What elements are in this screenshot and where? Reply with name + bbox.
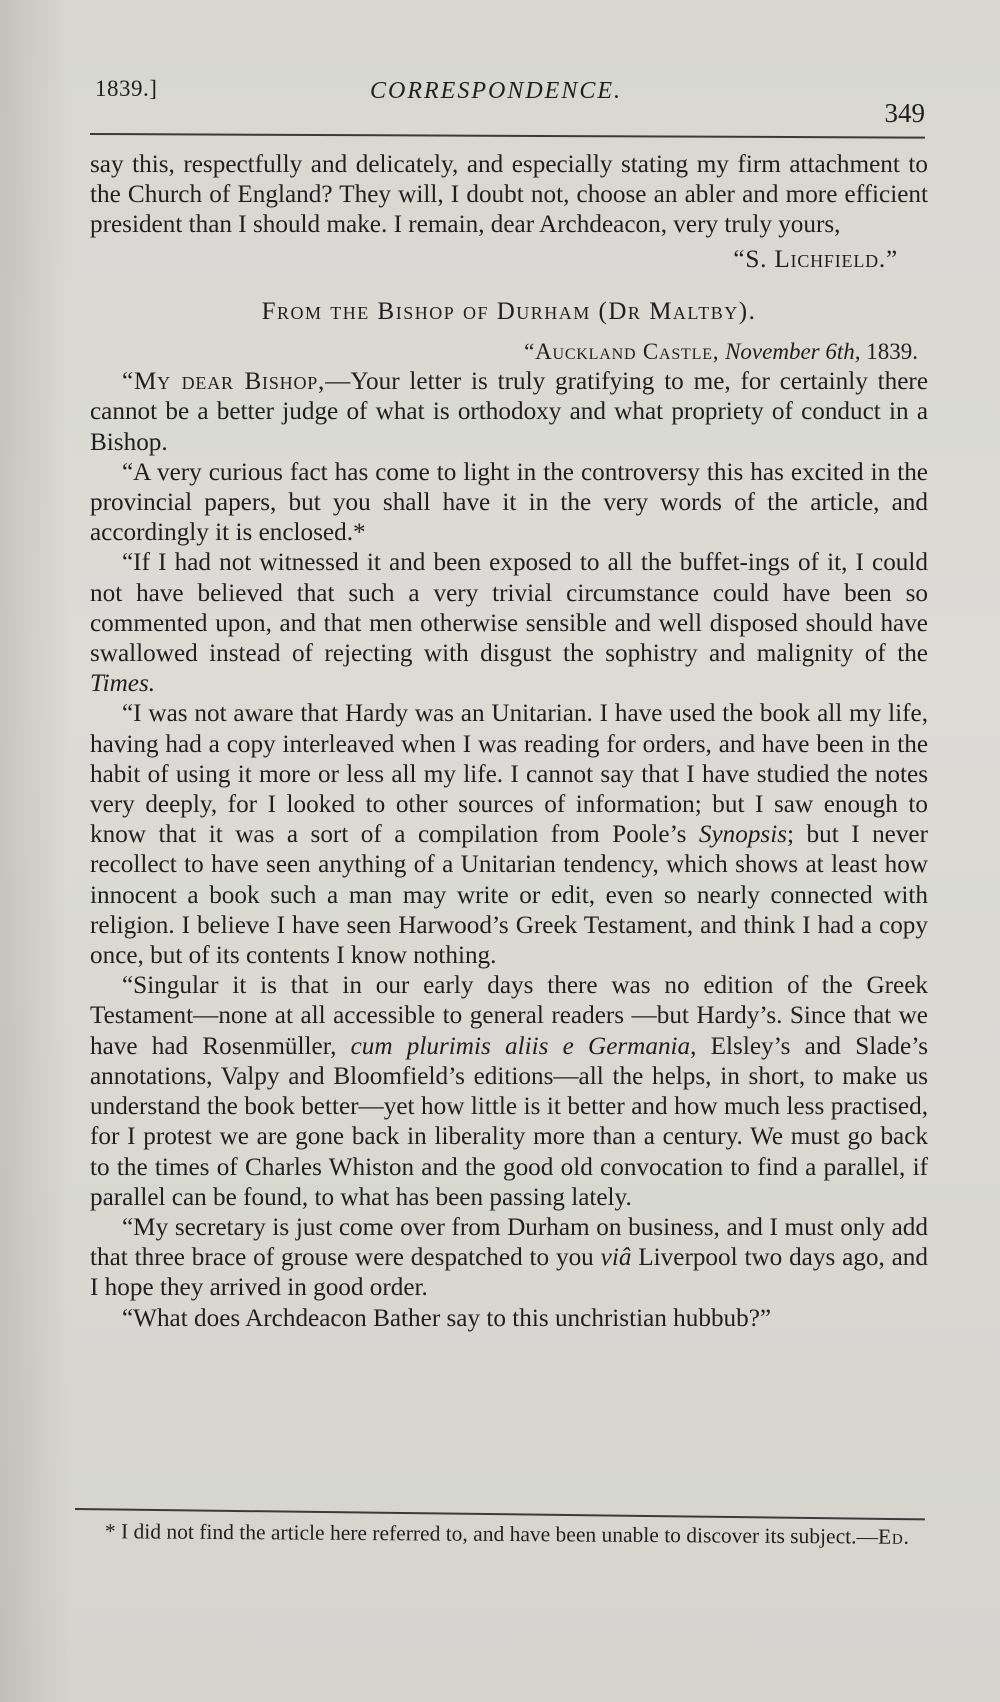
dateline-date: November 6th,	[725, 339, 861, 365]
paragraph-5-text-a: “Singular it is that in our early days there was no edition of the Greek Testament—none at all accessible to general readers —but Hardy’s. Since that we have had Rosenmüller,	[90, 972, 928, 1060]
page-shadow	[0, 0, 70, 1702]
dateline-place: “Auckland Castle,	[524, 339, 720, 365]
running-header	[95, 76, 925, 126]
letter2-heading: From the Bishop of Durham (Dr Maltby).	[261, 297, 757, 325]
paragraph-1	[90, 367, 928, 458]
times-title: Times.	[90, 670, 156, 698]
paragraph-7: “What does Archdeacon Bather say to this unchristian hubbub?”	[122, 1304, 772, 1332]
via-word: viâ	[600, 1244, 632, 1272]
header-year: 1839.]	[95, 76, 158, 101]
paragraph-4-text-b: ; but I never recollect to have seen anything of a Unitarian tendency, which shows at least how innocent a book such a man may write or edit, even so nearly connected with religion. I believe I have seen Harwood’s Greek Testament, and think I had a copy once, but of its contents I know nothing.	[90, 821, 929, 970]
dateline-year: 1839.	[866, 339, 918, 365]
paragraph-6-text-b: Liverpool two days ago, and I hope they arrived in good order.	[90, 1244, 928, 1302]
paragraph-6-text-a: “My secretary is just come over from Durham on business, and I must only add that three brace of grouse were despatched to you	[90, 1213, 928, 1272]
letter1-signature: “S. Lichfield.”	[733, 245, 898, 273]
footnote-editor: Ed.	[877, 1524, 910, 1549]
header-rule	[90, 133, 925, 138]
letter1-closing: say this, respectfully and delicately, and especially stating my firm attachment to the Church of England? They will, I doubt not, choose an abler and more efficient president than I should make. I remain, dear Archdeacon, very truly yours,	[90, 151, 928, 239]
paragraph-4-text-a: “I was not aware that Hardy was an Unitarian. I have used the book all my life, having had a copy interleaved when I was reading for orders, and have been in the habit of using it more or less all my life. I cannot say that I have studied the notes very deeply, for I looked to other sources of information; but I saw enough to know that it was a sort of a compilation from Poole’s	[90, 700, 928, 849]
paragraph-5	[90, 971, 928, 1213]
body-text	[90, 150, 928, 1334]
page-number: 349	[884, 98, 925, 128]
paragraph-1-text: —Your letter is truly gratifying to me, for certainly there cannot be a better judge of what is orthodoxy and what propriety of conduct in a Bishop.	[90, 368, 928, 456]
salutation: “My dear Bishop,	[122, 368, 326, 396]
paragraph-3-text: “If I had not witnessed it and been exposed to all the buffet-ings of it, I could not have believed that such a very trivial circumstance could have been so commented upon, and that men otherwise sensible and well disposed should have swallowed instead of rejecting with disgust the sophistry and malignity of the	[90, 549, 928, 668]
footnote-text: * I did not find the article here referred to, and have been unable to discover its subject.—	[104, 1519, 879, 1549]
latin-phrase: cum plurimis aliis e Germania	[350, 1032, 691, 1060]
paragraph-2: “A very curious fact has come to light in the controversy this has excited in the provincial papers, but you shall have it in the very words of the article, and accordingly it is enclosed.*	[90, 458, 928, 547]
paragraph-3	[90, 548, 928, 699]
synopsis-title: Synopsis	[698, 821, 788, 849]
footnote	[75, 1518, 910, 1551]
paragraph-4	[90, 699, 928, 971]
header-title: CORRESPONDENCE.	[370, 78, 622, 104]
paragraph-6	[90, 1213, 928, 1304]
paragraph-5-text-b: , Elsley’s and Slade’s annotations, Valpy and Bloomfield’s editions—all the helps, in short, to make us understand the book better—yet how little is it better and how much less practised, for I protest we are gone back in liberality more than a century. We must go back to the times of Charles Whiston and the good old convocation to find a parallel, if parallel can be found, to what has been passing lately.	[90, 1032, 929, 1211]
letter2-dateline	[90, 337, 928, 367]
